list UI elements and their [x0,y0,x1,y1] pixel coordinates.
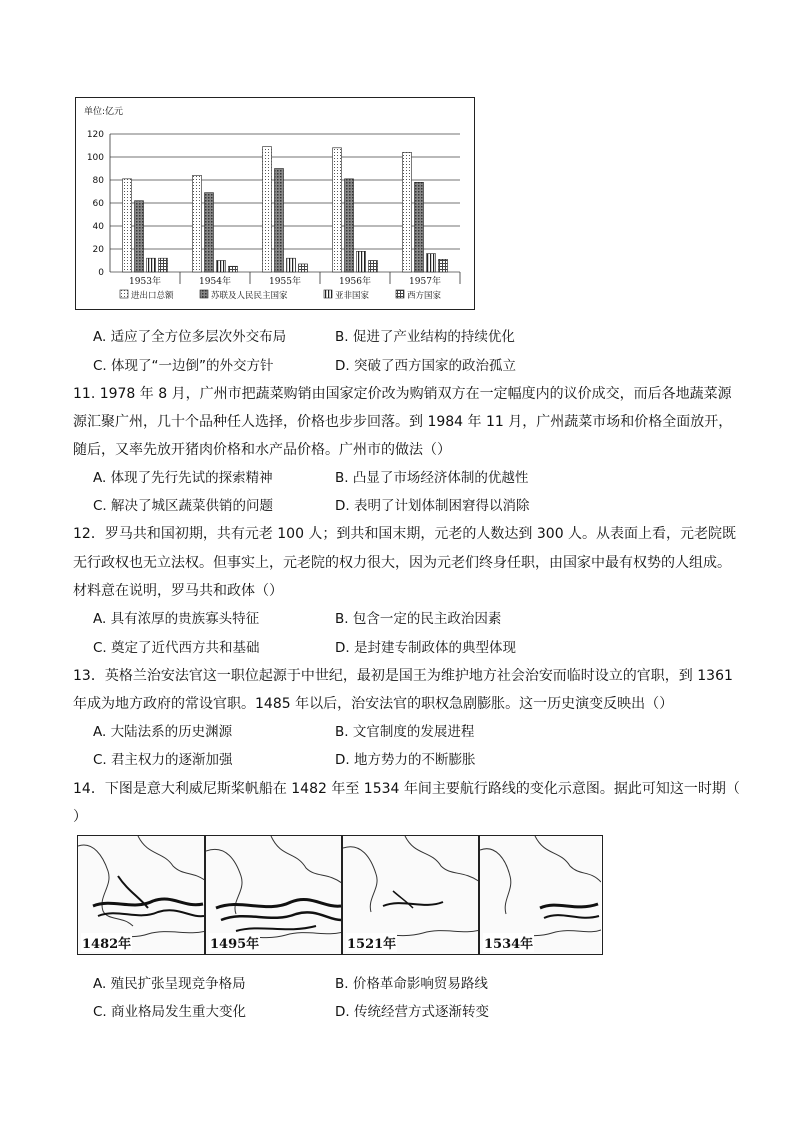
venice-route-maps [77,835,603,955]
bar [287,258,296,272]
q14-stem-line2: ） [73,809,87,825]
bar [439,259,448,272]
q11-option-b[interactable]: B. 凸显了市场经济体制的优越性 [335,470,529,486]
q14-stem-line1: 14．下图是意大利威尼斯桨帆船在 1482 年至 1534 年间主要航行路线的变化示意图。据此可知这一时期（ [73,781,740,797]
y-tick-label: 100 [86,153,104,163]
bar [403,152,412,272]
q12-option-a[interactable]: A. 具有浓厚的贵族寡头特征 [93,611,260,627]
q14-option-a[interactable]: A. 殖民扩张呈现竞争格局 [93,976,246,992]
q11-option-c[interactable]: C. 解决了城区蔬菜供销的问题 [93,498,274,514]
map-year-label: 1495年 [209,933,260,952]
q11-option-a[interactable]: A. 体现了先行先试的探索精神 [93,470,273,486]
x-tick-label: 1957年 [409,277,441,287]
map-panel-1521 [343,836,480,954]
q13-option-c[interactable]: C. 君主权力的逐渐加强 [93,752,233,768]
map-panel-1482 [78,836,206,954]
q13-stem-line2: 年成为地方政府的常设官职。1485 年以后，治安法官的职权急剧膨胀。这一历史演变反映出（） [73,696,674,712]
unit-label: 单位:亿元 [84,107,124,117]
y-tick-label: 40 [92,222,104,232]
map-year-label: 1521年 [346,933,397,952]
bar [205,193,214,272]
map-year-label: 1482年 [81,933,132,952]
map-year-label: 1534年 [483,933,534,952]
bar [147,258,156,272]
q11-stem-line1: 11. 1978 年 8 月，广州市把蔬菜购销由国家定价改为购销双方在一定幅度内的议价成交，而后各地蔬菜源 [73,386,732,402]
map-panel-1534 [480,836,601,954]
y-tick-label: 0 [98,268,104,278]
bar [263,147,272,272]
q13-option-d[interactable]: D. 地方势力的不断膨胀 [335,752,476,768]
legend-swatch [200,290,208,298]
q12-stem-line1: 12．罗马共和国初期，共有元老 100 人；到共和国末期，元老的人数达到 300 人。从表面上看，元老院既 [73,526,737,542]
bar [275,169,284,273]
q10-option-b[interactable]: B. 促进了产业结构的持续优化 [335,329,515,345]
x-tick-label: 1954年 [199,277,231,287]
q12-option-d[interactable]: D. 是封建专制政体的典型体现 [335,640,516,656]
x-tick-label: 1955年 [269,277,301,287]
bar [123,179,132,272]
q13-stem-line1: 13．英格兰治安法官这一职位起源于中世纪，最初是国王为维护地方社会治安而临时设立的官职，到 1361 [73,668,733,684]
legend-label: 西方国家 [407,291,442,301]
x-tick-label: 1953年 [129,277,161,287]
bar [159,258,168,272]
legend-swatch [396,290,404,298]
bar [345,179,354,272]
y-tick-label: 20 [92,245,104,255]
y-tick-label: 120 [86,130,104,140]
q12-option-c[interactable]: C. 奠定了近代西方共和基础 [93,640,260,656]
legend-label: 进出口总额 [131,291,174,301]
bar [217,261,226,273]
bar [357,251,366,272]
bar [193,175,202,272]
bar [229,266,238,272]
q11-option-d[interactable]: D. 表明了计划体制困窘得以消除 [335,498,530,514]
bar [333,148,342,272]
q11-stem-line2: 源汇聚广州，几十个品种任人选择，价格也步步回落。到 1984 年 11 月，广州蔬菜市场和价格全面放开， [73,414,733,430]
q13-option-b[interactable]: B. 文官制度的发展进程 [335,724,475,740]
q12-stem-line3: 材料意在说明，罗马共和政体（） [73,583,283,599]
y-tick-label: 60 [92,199,104,209]
q13-option-a[interactable]: A. 大陆法系的历史渊源 [93,724,233,740]
q10-option-c[interactable]: C. 体现了“一边倒”的外交方针 [93,358,274,374]
legend-label: 亚非国家 [335,291,370,301]
q14-option-d[interactable]: D. 传统经营方式逐渐转变 [335,1004,489,1020]
x-tick-label: 1956年 [339,277,371,287]
bar [135,201,144,272]
bar [415,182,424,272]
bar [427,254,436,272]
chart-svg [76,98,474,309]
legend-swatch [324,290,332,298]
q14-option-b[interactable]: B. 价格革命影响贸易路线 [335,976,488,992]
q10-option-d[interactable]: D. 突破了西方国家的政治孤立 [335,358,516,374]
legend-label: 苏联及人民民主国家 [211,291,288,301]
map-panel-1495 [206,836,343,954]
q12-stem-line2: 无行政权也无立法权。但事实上，元老院的权力很大，因为元老们终身任职，由国家中最有权势的人组成。 [73,555,731,571]
q10-option-a[interactable]: A. 适应了全方位多层次外交布局 [93,329,287,345]
q12-option-b[interactable]: B. 包含一定的民主政治因素 [335,611,502,627]
bar [299,264,308,272]
q14-option-c[interactable]: C. 商业格局发生重大变化 [93,1004,247,1020]
legend-swatch [120,290,128,298]
y-tick-label: 80 [92,176,104,186]
q11-stem-line3: 随后，又率先放开猪肉价格和水产品价格。广州市的做法（） [73,442,451,458]
trade-bar-chart [75,97,475,310]
bar [369,261,378,273]
